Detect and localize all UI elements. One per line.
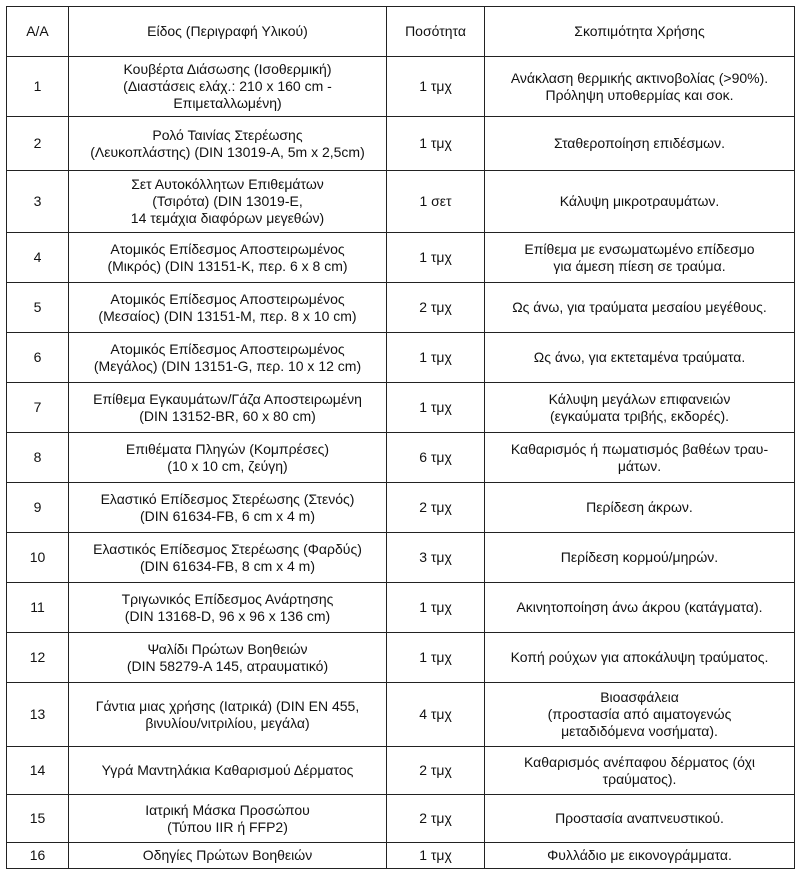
table-row <box>7 583 795 633</box>
item-description: Σετ Αυτοκόλλητων Επιθεμάτων (Τσιρότα) (DIN 13019-E, 14 τεμάχια διαφόρων μεγεθών) <box>69 171 387 233</box>
item-purpose: Περίδεση κορμού/μηρών. <box>485 533 795 583</box>
item-purpose: Σταθεροποίηση επιδέσμων. <box>485 117 795 171</box>
table-row <box>7 383 795 433</box>
item-quantity: 2 τμχ <box>387 283 485 333</box>
header-quantity: Ποσότητα <box>387 7 485 57</box>
item-description: Επίθεμα Εγκαυμάτων/Γάζα Αποστειρωμένη (DIN 13152-BR, 60 x 80 cm) <box>69 383 387 433</box>
row-number: 6 <box>7 333 69 383</box>
item-purpose: Κοπή ρούχων για αποκάλυψη τραύματος. <box>485 633 795 683</box>
row-number: 9 <box>7 483 69 533</box>
item-quantity: 6 τμχ <box>387 433 485 483</box>
item-quantity: 1 τμχ <box>387 583 485 633</box>
item-purpose: Κάλυψη μικροτραυμάτων. <box>485 171 795 233</box>
item-description: Ατομικός Επίδεσμος Αποστειρωμένος (Μεγάλος) (DIN 13151-G, περ. 10 x 12 cm) <box>69 333 387 383</box>
row-number: 5 <box>7 283 69 333</box>
table-row <box>7 57 795 117</box>
item-description: Ρολό Ταινίας Στερέωσης (Λευκοπλάστης) (DIN 13019-A, 5m x 2,5cm) <box>69 117 387 171</box>
table-row <box>7 843 795 869</box>
table-row <box>7 483 795 533</box>
item-quantity: 1 τμχ <box>387 57 485 117</box>
item-description: Ψαλίδι Πρώτων Βοηθειών (DIN 58279-A 145, ατραυματικό) <box>69 633 387 683</box>
item-purpose: Περίδεση άκρων. <box>485 483 795 533</box>
item-description: Ατομικός Επίδεσμος Αποστειρωμένος (Μεσαίος) (DIN 13151-M, περ. 8 x 10 cm) <box>69 283 387 333</box>
table-row <box>7 117 795 171</box>
item-purpose: Φυλλάδιο με εικονογράμματα. <box>485 843 795 869</box>
item-description: Οδηγίες Πρώτων Βοηθειών <box>69 843 387 869</box>
item-purpose: Ως άνω, για εκτεταμένα τραύματα. <box>485 333 795 383</box>
item-purpose: Καθαρισμός ή πωματισμός βαθέων τραυ- μάτων. <box>485 433 795 483</box>
row-number: 13 <box>7 683 69 747</box>
table-row <box>7 633 795 683</box>
table-row <box>7 747 795 795</box>
row-number: 2 <box>7 117 69 171</box>
item-quantity: 2 τμχ <box>387 483 485 533</box>
item-quantity: 1 σετ <box>387 171 485 233</box>
item-quantity: 1 τμχ <box>387 117 485 171</box>
row-number: 16 <box>7 843 69 869</box>
item-purpose: Προστασία αναπνευστικού. <box>485 795 795 843</box>
row-number: 7 <box>7 383 69 433</box>
item-description: Ελαστικό Επίδεσμος Στερέωσης (Στενός) (DIN 61634-FB, 6 cm x 4 m) <box>69 483 387 533</box>
item-description: Κουβέρτα Διάσωσης (Ισοθερμική) (Διαστάσεις ελάχ.: 210 x 160 cm - Επιμεταλλωμένη) <box>69 57 387 117</box>
row-number: 8 <box>7 433 69 483</box>
item-description: Ιατρική Μάσκα Προσώπου (Τύπου IIR ή FFP2) <box>69 795 387 843</box>
row-number: 3 <box>7 171 69 233</box>
item-description: Τριγωνικός Επίδεσμος Ανάρτησης (DIN 13168-D, 96 x 96 x 136 cm) <box>69 583 387 633</box>
row-number: 15 <box>7 795 69 843</box>
table-row <box>7 171 795 233</box>
item-purpose: Ακινητοποίηση άνω άκρου (κατάγματα). <box>485 583 795 633</box>
item-quantity: 3 τμχ <box>387 533 485 583</box>
header-number: Α/Α <box>7 7 69 57</box>
row-number: 12 <box>7 633 69 683</box>
item-quantity: 1 τμχ <box>387 633 485 683</box>
table-row <box>7 533 795 583</box>
item-purpose: Ως άνω, για τραύματα μεσαίου μεγέθους. <box>485 283 795 333</box>
row-number: 4 <box>7 233 69 283</box>
table-row <box>7 233 795 283</box>
table-row <box>7 795 795 843</box>
item-purpose: Επίθεμα με ενσωματωμένο επίδεσμο για άμεση πίεση σε τραύμα. <box>485 233 795 283</box>
row-number: 14 <box>7 747 69 795</box>
header-row <box>7 7 795 57</box>
item-quantity: 1 τμχ <box>387 383 485 433</box>
item-description: Ατομικός Επίδεσμος Αποστειρωμένος (Μικρός) (DIN 13151-K, περ. 6 x 8 cm) <box>69 233 387 283</box>
table-row <box>7 683 795 747</box>
table-row <box>7 433 795 483</box>
header-item: Είδος (Περιγραφή Υλικού) <box>69 7 387 57</box>
item-purpose: Βιοασφάλεια (προστασία από αιματογενώς μεταδιδόμενα νοσήματα). <box>485 683 795 747</box>
item-purpose: Ανάκλαση θερμικής ακτινοβολίας (>90%). Πρόληψη υποθερμίας και σοκ. <box>485 57 795 117</box>
row-number: 10 <box>7 533 69 583</box>
row-number: 1 <box>7 57 69 117</box>
item-quantity: 2 τμχ <box>387 795 485 843</box>
item-purpose: Καθαρισμός ανέπαφου δέρματος (όχι τραύματος). <box>485 747 795 795</box>
first-aid-kit-table <box>6 6 795 869</box>
item-description: Γάντια μιας χρήσης (Ιατρικά) (DIN EN 455, βινυλίου/νιτριλίου, μεγάλα) <box>69 683 387 747</box>
item-description: Ελαστικός Επίδεσμος Στερέωσης (Φαρδύς) (DIN 61634-FB, 8 cm x 4 m) <box>69 533 387 583</box>
table-row <box>7 283 795 333</box>
item-quantity: 1 τμχ <box>387 843 485 869</box>
item-quantity: 1 τμχ <box>387 233 485 283</box>
table-row <box>7 333 795 383</box>
item-quantity: 1 τμχ <box>387 333 485 383</box>
item-purpose: Κάλυψη μεγάλων επιφανειών (εγκαύματα τριβής, εκδορές). <box>485 383 795 433</box>
item-quantity: 4 τμχ <box>387 683 485 747</box>
item-description: Υγρά Μαντηλάκια Καθαρισμού Δέρματος <box>69 747 387 795</box>
item-quantity: 2 τμχ <box>387 747 485 795</box>
item-description: Επιθέματα Πληγών (Κομπρέσες) (10 x 10 cm, ζεύγη) <box>69 433 387 483</box>
header-purpose: Σκοπιμότητα Χρήσης <box>485 7 795 57</box>
row-number: 11 <box>7 583 69 633</box>
